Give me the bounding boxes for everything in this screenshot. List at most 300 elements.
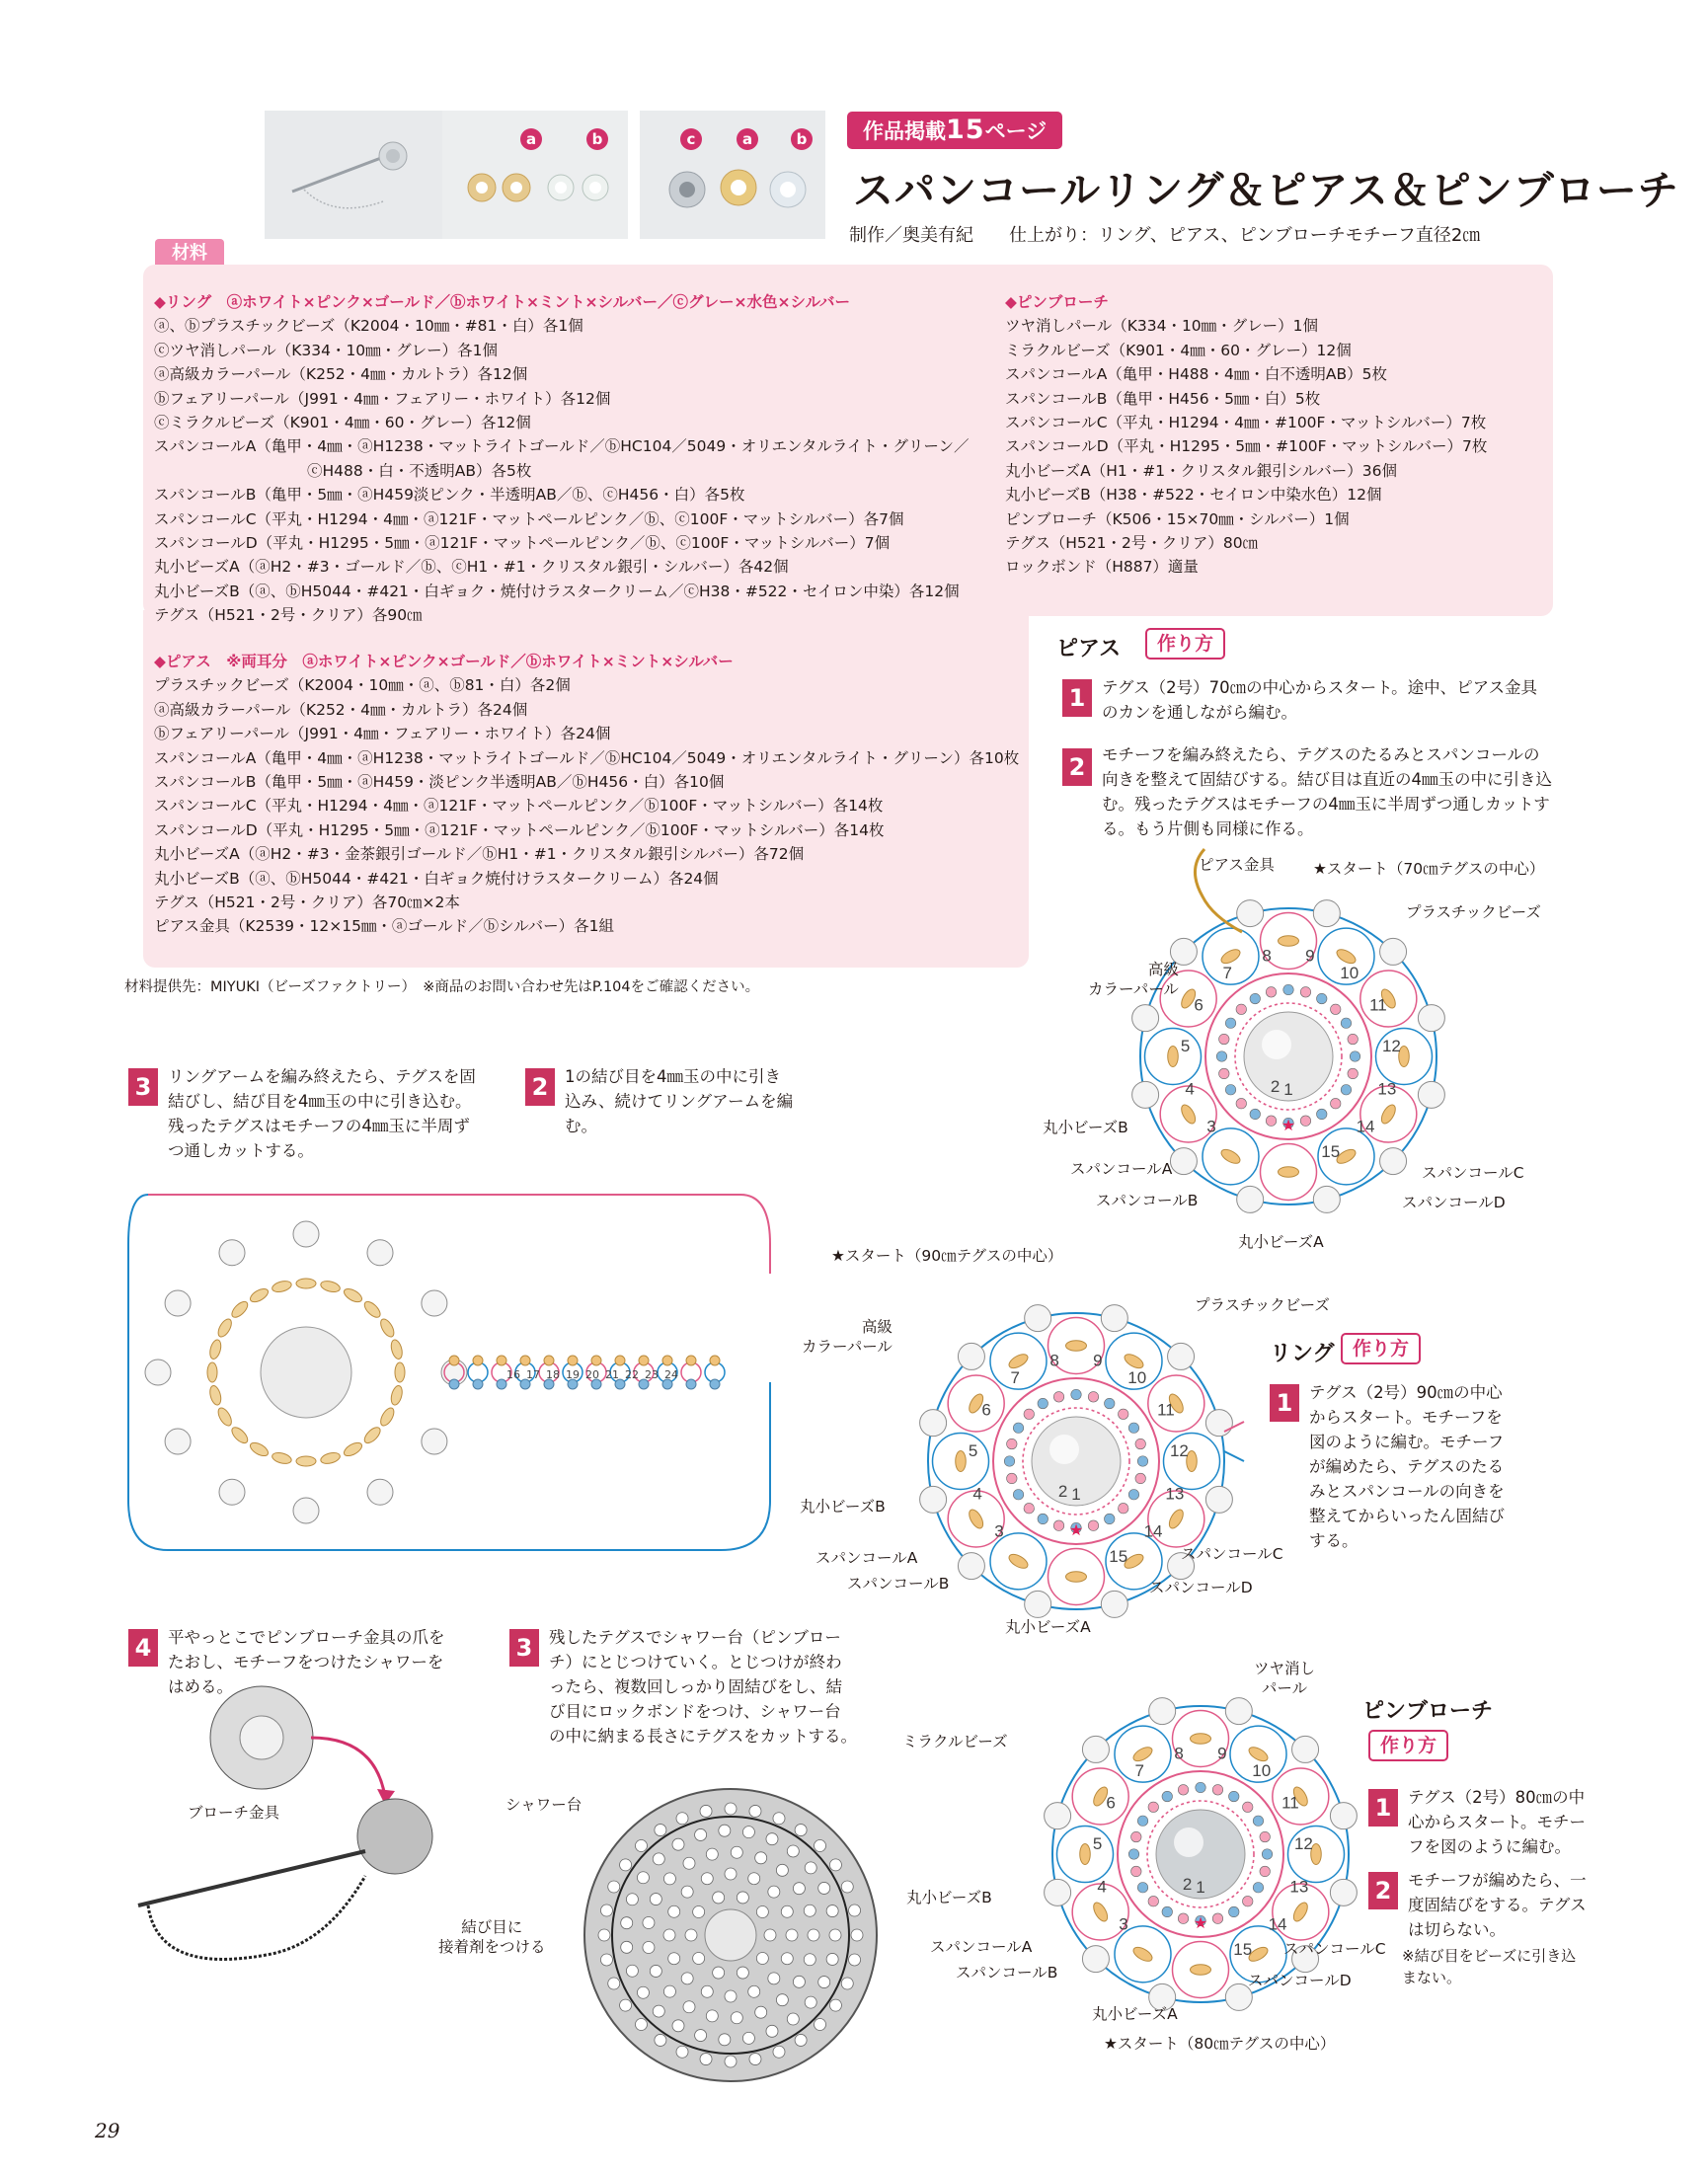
shower-hole <box>793 1883 805 1895</box>
shower-center <box>705 1909 756 1961</box>
step-number: 12 <box>1169 1441 1189 1461</box>
shower-hole <box>793 1976 805 1987</box>
page-number: 29 <box>95 2119 120 2142</box>
shower-hole <box>637 1872 649 1884</box>
pearl-bead <box>1025 1591 1051 1617</box>
brooch-pin-diagram <box>118 1678 494 1935</box>
step-number: 10 <box>1340 964 1359 983</box>
shower-hole <box>749 2054 761 2065</box>
sequin <box>342 1440 363 1459</box>
label-pierce-plastic: プラスチックビーズ <box>1406 903 1541 921</box>
small-bead <box>1262 1849 1273 1860</box>
material-line: スパンコールC（平丸・H1294・4㎜・ⓐ121F・マットペールピンク／ⓑ100F・マットシルバー）各14枚 <box>154 797 884 816</box>
shower-hole <box>672 1838 684 1850</box>
pierce-howto-badge: 作り方 <box>1145 628 1225 660</box>
shower-hole <box>681 1973 693 1984</box>
label-brooch-spA: スパンコールA <box>930 1938 1033 1956</box>
arm-bead <box>710 1379 720 1389</box>
shower-hole <box>598 1929 610 1941</box>
shower-hole <box>653 2005 664 2017</box>
material-line: 丸小ビーズA（ⓐH2・#3・ゴールド／ⓑ、ⓒH1・#1・クリスタル銀引・シルバー）各42個 <box>154 558 789 577</box>
small-bead <box>1148 1802 1159 1813</box>
shower-hole <box>773 2046 785 2058</box>
brooch-step-4-num: 4 <box>128 1629 158 1667</box>
small-bead <box>1128 1849 1139 1860</box>
pearl-bead <box>1205 1486 1232 1513</box>
material-line: スパンコールB（亀甲・5㎜・ⓐH459・淡ピンク半透明AB／ⓑH456・白）各10個 <box>154 773 725 792</box>
shower-hole <box>742 1827 754 1838</box>
start-star: ★ <box>1068 1520 1084 1539</box>
pearl-bead <box>1132 1081 1159 1108</box>
photo-label-c: c <box>680 128 702 150</box>
step-number: 10 <box>1127 1368 1147 1388</box>
label-ring-marukoB: 丸小ビーズB <box>800 1498 886 1516</box>
material-line: ⓒH488・白・不透明AB）各5枚 <box>154 461 532 480</box>
small-bead <box>1088 1392 1099 1403</box>
arm-bead <box>449 1356 459 1365</box>
shower-base-diagram <box>553 1787 918 2093</box>
shower-hole <box>756 1953 768 1965</box>
step-number: 6 <box>981 1400 991 1420</box>
pearl-bead <box>1237 1186 1264 1212</box>
small-bead <box>1088 1520 1099 1531</box>
small-bead <box>1242 1802 1253 1813</box>
shower-hole <box>829 1929 841 1941</box>
brooch-heading: ピンブローチ <box>1362 1699 1494 1724</box>
pearl-bead <box>1380 1148 1407 1175</box>
step-number: 14 <box>1268 1914 1287 1934</box>
shower-hole <box>841 1978 853 1989</box>
small-bead <box>1341 1018 1352 1029</box>
label-ring-spA: スパンコールA <box>815 1549 918 1567</box>
shower-hole <box>829 1859 841 1871</box>
shower-hole <box>663 1985 675 1997</box>
step-number: 2 <box>1182 1875 1193 1895</box>
sequin <box>296 1279 316 1288</box>
label-ring-pearl: 高級 カラーパール <box>802 1318 893 1356</box>
shower-hole <box>713 1967 725 1979</box>
label-brooch-fitting: ブローチ金具 <box>188 1804 280 1822</box>
small-bead <box>1225 1018 1236 1029</box>
label-brooch-marukoA: 丸小ビーズA <box>1092 2005 1178 2023</box>
shower-hole <box>826 1905 838 1917</box>
pearl-bead <box>165 1429 191 1454</box>
step-number: 11 <box>1281 1793 1299 1813</box>
small-bead <box>1024 1409 1035 1420</box>
material-line: ⓐ、ⓑプラスチックビーズ（K2004・10㎜・#81・白）各1個 <box>154 317 583 336</box>
arm-bead <box>686 1356 696 1365</box>
page-reference-badge <box>847 112 1062 149</box>
sequin <box>1279 1167 1299 1178</box>
small-bead <box>1071 1389 1082 1400</box>
arm-bead <box>662 1356 672 1365</box>
small-bead <box>1178 1785 1189 1796</box>
material-line: スパンコールC（平丸・H1294・4㎜・ⓐ121F・マットペールピンク／ⓑ、ⓒ100F・マットシルバー）各7個 <box>154 509 904 528</box>
small-bead <box>1196 1782 1206 1793</box>
pearl-bead <box>958 1553 984 1580</box>
pearl-bead <box>1132 1005 1159 1032</box>
shower-hole <box>725 2056 737 2067</box>
shower-hole <box>755 2006 767 2018</box>
arm-bead <box>639 1356 649 1365</box>
small-bead <box>1053 1520 1064 1531</box>
shower-hole <box>683 2001 695 2013</box>
shower-hole <box>672 2020 684 2032</box>
shower-hole <box>725 1868 737 1880</box>
materials-brooch-list <box>1005 290 1487 580</box>
shower-hole <box>685 1929 697 1941</box>
pierce-step-2-text: モチーフを編み終えたら、テグスのたるみとスパンコールの向きを整えて固結びする。結び目は直近の4㎜玉の中に引き込む。残ったテグスはモチーフの4㎜玉に半周ずつ通しカットする。もう片側も同様に作る。 <box>1102 745 1552 838</box>
pearl-bead <box>1082 1946 1109 1973</box>
small-bead <box>1162 1791 1173 1802</box>
pearl-bead <box>165 1290 191 1316</box>
shower-hole <box>713 1892 725 1904</box>
pearl-bead <box>1101 1591 1127 1617</box>
arm-step-number: 24 <box>664 1368 678 1381</box>
small-bead <box>1118 1503 1128 1514</box>
shower-hole <box>841 1881 853 1893</box>
material-line: プラスチックビーズ（K2004・10㎜・ⓐ、ⓑ81・白）各2個 <box>154 676 571 695</box>
materials-pierce-list <box>154 650 1019 939</box>
step-number: 1 <box>1283 1080 1293 1099</box>
pearl-bead <box>1101 1305 1127 1332</box>
arrow-curve <box>311 1738 385 1797</box>
step-number: 7 <box>1010 1368 1021 1388</box>
small-bead <box>1162 1906 1173 1917</box>
label-pierce-spB: スパンコールB <box>1096 1192 1199 1209</box>
material-line: ⓒツヤ消しパール（K334・10㎜・グレー）各1個 <box>154 341 499 359</box>
brooch-step-4-text: 平やっとこでピンブローチ金具の爪をたおし、モチーフをつけたシャワーをはめる。 <box>168 1628 445 1696</box>
pierce-step-2-num: 2 <box>1062 748 1092 786</box>
ring-step-1-num: 1 <box>1270 1384 1299 1422</box>
arm-step-number: 18 <box>546 1368 560 1381</box>
sequin <box>1219 1147 1242 1167</box>
material-line: 丸小ビーズB（H38・#522・セイロン中染水色）12個 <box>1005 486 1382 505</box>
shower-hole <box>655 1825 666 1836</box>
material-line: ◆リング ⓐホワイト×ピンク×ゴールド／ⓑホワイト×ミント×シルバー／ⓒグレー×水色×シルバー <box>154 293 851 311</box>
pearl-bead <box>1082 1736 1109 1762</box>
step-number: 7 <box>1134 1761 1145 1781</box>
material-line: ⓒミラクルビーズ（K901・4㎜・60・グレー）各12個 <box>154 414 531 432</box>
ring-step-2-text: 1の結び目を4㎜玉の中に引き込み、続けてリングアームを編む。 <box>565 1067 794 1135</box>
brooch-step-2-num: 2 <box>1368 1872 1398 1909</box>
sequin <box>956 1451 967 1472</box>
small-bead <box>1317 1109 1328 1120</box>
small-bead <box>1135 1438 1146 1449</box>
shower-hole <box>695 1828 707 1840</box>
shower-hole <box>700 1805 712 1817</box>
sequin <box>229 1299 250 1320</box>
shower-hole <box>818 1977 830 1988</box>
shower-hole <box>781 1953 793 1965</box>
small-bead <box>1131 1866 1142 1877</box>
shower-hole <box>663 1873 675 1885</box>
brooch-note: ※結び目をビーズに引き込まない。 <box>1402 1947 1577 1986</box>
sequin <box>1279 936 1299 947</box>
step-number: 15 <box>1321 1141 1341 1161</box>
arm-bead <box>544 1356 554 1365</box>
sequin <box>271 1280 292 1294</box>
shower-hole <box>773 1813 785 1825</box>
ring-heading: リング <box>1270 1342 1335 1366</box>
step-number: 11 <box>1369 995 1387 1015</box>
photo-rings <box>640 111 825 239</box>
step-number: 13 <box>1289 1877 1309 1897</box>
shower-hole <box>748 1985 760 1997</box>
label-brooch-spD: スパンコールD <box>1248 1972 1352 1989</box>
page-ref-suffix: ページ <box>984 119 1048 143</box>
arm-bead <box>710 1356 720 1365</box>
pierce-heading: ピアス <box>1056 637 1122 661</box>
small-bead <box>1212 1913 1223 1924</box>
sequin <box>1066 1572 1087 1583</box>
material-line: 丸小ビーズB（ⓐ、ⓑH5044・#421・白ギョク・焼付けラスタークリーム／ⓒH38・#522・セイロン中染）各12個 <box>154 582 960 600</box>
step-number: 15 <box>1109 1546 1128 1566</box>
shower-hole <box>620 1859 632 1871</box>
shower-hole <box>626 1894 638 1905</box>
small-bead <box>1330 1004 1341 1015</box>
arm-step-number: 16 <box>506 1368 520 1381</box>
small-bead <box>1260 1831 1271 1842</box>
shower-hole <box>786 1929 798 1941</box>
sequin <box>1066 1341 1087 1352</box>
pearl-bead <box>422 1290 447 1316</box>
small-bead <box>1137 1816 1148 1827</box>
small-bead <box>1348 1034 1359 1045</box>
small-bead <box>1242 1896 1253 1906</box>
ring-step-1-text: テグス（2号）90㎝の中心からスタート。モチーフを図のように編む。モチーフが編めたら、テグスのたるみとスパンコールの向きを整えてからいったん固結びする。 <box>1309 1383 1505 1550</box>
arm-step-number: 23 <box>645 1368 659 1381</box>
arm-bead <box>497 1356 506 1365</box>
brooch-cup <box>357 1799 432 1874</box>
label-brooch-spB: スパンコールB <box>956 1964 1058 1982</box>
arm-step-number: 20 <box>585 1368 599 1381</box>
label-hook: ピアス金具 <box>1199 856 1275 874</box>
step-number: 14 <box>1356 1117 1375 1136</box>
shower-hole <box>768 1886 780 1898</box>
arm-step-number: 17 <box>526 1368 540 1381</box>
shower-hole <box>676 2046 688 2058</box>
shower-hole <box>681 1886 693 1898</box>
small-bead <box>1118 1409 1128 1420</box>
shower-hole <box>755 1852 767 1864</box>
pearl-bead <box>1330 1803 1357 1829</box>
shower-hole <box>851 1929 863 1941</box>
pearl-bead <box>1168 1343 1195 1369</box>
material-line: テグス（H521・2号・クリア）各70㎝×2本 <box>154 894 460 912</box>
shower-hole <box>805 1862 816 1874</box>
pearl-bead <box>1205 1410 1232 1437</box>
sequin <box>1291 1901 1311 1923</box>
start-star: ★ <box>1281 1116 1296 1134</box>
small-bead <box>1007 1473 1018 1484</box>
start-star: ★ <box>1193 1913 1208 1932</box>
shower-hole <box>643 1916 655 1928</box>
step-number: 10 <box>1252 1761 1272 1781</box>
sequin <box>1091 1901 1111 1923</box>
brooch-howto-badge: 作り方 <box>1368 1730 1448 1761</box>
small-bead <box>1178 1913 1189 1924</box>
pearl-bead <box>1418 1081 1444 1108</box>
small-bead <box>1253 1883 1264 1894</box>
material-line: テグス（H521・2号・クリア）80㎝ <box>1005 534 1259 553</box>
shower-hole <box>756 1905 768 1917</box>
sequin <box>320 1451 342 1466</box>
material-line: ◆ピンブローチ <box>1005 293 1109 311</box>
material-line: スパンコールB（亀甲・5㎜・ⓐH459淡ピンク・半透明AB／ⓑ、ⓒH456・白）各5枚 <box>154 486 745 505</box>
step-number: 8 <box>1262 946 1272 966</box>
motif-center <box>240 1716 283 1759</box>
shower-hole <box>764 1929 776 1941</box>
label-brooch-miracle: ミラクルビーズ <box>902 1733 1008 1750</box>
shower-hole <box>693 1953 705 1965</box>
shower-hole <box>676 1813 688 1825</box>
shower-hole <box>737 1967 748 1979</box>
brooch-step-1-num: 1 <box>1368 1789 1398 1827</box>
pearl-bead <box>1237 900 1264 927</box>
sequin <box>1167 1508 1187 1530</box>
material-line: 丸小ビーズA（H1・#1・クリスタル銀引シルバー）36個 <box>1005 461 1398 480</box>
label-shower: シャワー台 <box>505 1796 582 1814</box>
small-bead <box>1330 1098 1341 1109</box>
shower-hole <box>706 1848 718 1860</box>
pearl-bead <box>1045 1879 1071 1905</box>
small-bead <box>1300 1116 1311 1127</box>
sequin <box>395 1362 405 1382</box>
shower-hole <box>600 1954 612 1966</box>
pearl-bead <box>1045 1803 1071 1829</box>
step-number: 15 <box>1233 1939 1253 1959</box>
label-pierce-spC: スパンコールC <box>1422 1164 1524 1182</box>
pearl-bead <box>293 1498 319 1523</box>
ring-step-2-num: 2 <box>525 1068 555 1106</box>
step-number: 11 <box>1157 1400 1175 1420</box>
shower-hole <box>683 1857 695 1869</box>
center-highlight <box>1174 1827 1203 1857</box>
photo-label-a: a <box>520 128 542 150</box>
brooch-pin <box>138 1851 365 1905</box>
step-number: 12 <box>1293 1834 1313 1854</box>
shower-hole <box>637 1986 649 1998</box>
sequin <box>248 1286 270 1305</box>
arm-bead <box>497 1379 506 1389</box>
shower-hole <box>600 1905 612 1916</box>
ring-howto-badge: 作り方 <box>1341 1333 1421 1364</box>
arm-bead <box>686 1379 696 1389</box>
ring-step-3-text: リングアームを編み終えたら、テグスを固結びし、結び目を4㎜玉の中に引き込む。残ったテグスはモチーフの4㎜玉に半周ずつ通しカットする。 <box>168 1067 476 1160</box>
arm-bead <box>591 1356 601 1365</box>
small-bead <box>1216 1051 1227 1062</box>
sequin <box>1191 1965 1211 1976</box>
pearl-bead <box>1170 1148 1197 1175</box>
small-bead <box>1250 1109 1261 1120</box>
step-number: 8 <box>1049 1351 1059 1370</box>
pearl-bead <box>958 1343 984 1369</box>
material-line: ⓑフェアリーパール（J991・4㎜・フェアリー・ホワイト）各12個 <box>154 389 611 408</box>
shower-hole <box>849 1954 861 1966</box>
arm-bead <box>473 1379 483 1389</box>
sequin <box>1191 1734 1211 1745</box>
small-bead <box>1283 984 1294 995</box>
small-bead <box>1137 1883 1148 1894</box>
material-line: ミラクルビーズ（K901・4㎜・60・グレー）12個 <box>1005 341 1352 359</box>
pearl-bead <box>1380 938 1407 965</box>
sequin <box>215 1406 234 1428</box>
shower-hole <box>719 2034 731 2046</box>
sequin <box>208 1384 223 1406</box>
sequin <box>248 1440 270 1459</box>
material-line: ピアス金具（K2539・12×15㎜・ⓐゴールド／ⓑシルバー）各1組 <box>154 917 615 936</box>
pearl-bead <box>1313 1186 1340 1212</box>
label-ring-spC: スパンコールC <box>1181 1545 1283 1563</box>
brooch-step-3-text: 残したテグスでシャワー台（ピンブローチ）にとじつけていく。とじつけが終わったら、複数回しっかり固結びをし、結び目にロックボンドをつけ、シャワー台の中に納まる長さにテグスをカットする。 <box>549 1628 858 1746</box>
shower-hole <box>701 1985 713 1997</box>
material-line: ◆ピアス ※両耳分 ⓐホワイト×ピンク×ゴールド／ⓑホワイト×ミント×シルバー <box>154 653 734 670</box>
pearl-bead <box>219 1479 245 1505</box>
shower-hole <box>653 1853 664 1865</box>
label-ring-spD: スパンコールD <box>1149 1579 1253 1596</box>
shower-hole <box>725 1990 737 2002</box>
pearl-bead <box>145 1360 171 1385</box>
label-ring-start: ★スタート（90㎝テグスの中心） <box>831 1247 1063 1265</box>
step-number: 2 <box>1057 1482 1068 1502</box>
sequin <box>1080 1844 1091 1865</box>
photo-label-b: b <box>586 128 608 150</box>
small-bead <box>1131 1831 1142 1842</box>
step-number: 4 <box>1185 1079 1195 1099</box>
step-number: 4 <box>972 1484 982 1504</box>
small-bead <box>1137 1456 1148 1467</box>
small-bead <box>1350 1051 1360 1062</box>
shower-hole <box>731 1846 742 1858</box>
pierce-step-1-num: 1 <box>1062 679 1092 717</box>
small-bead <box>1219 1068 1230 1079</box>
center-highlight <box>1049 1435 1079 1464</box>
step-number: 5 <box>968 1441 978 1461</box>
center-bead <box>261 1327 351 1418</box>
shower-hole <box>805 1996 816 2008</box>
label-ring-plastic: プラスチックビーズ <box>1195 1296 1330 1314</box>
small-bead <box>1260 1866 1271 1877</box>
materials-ring-list <box>154 290 970 628</box>
small-bead <box>1253 1816 1264 1827</box>
shower-hole <box>787 2013 799 2025</box>
brooch-step-2-text: モチーフが編めたら、一度固結びをする。テグスは切らない。 <box>1408 1871 1587 1939</box>
small-bead <box>1135 1473 1146 1484</box>
small-bead <box>1013 1490 1024 1501</box>
shower-hole <box>621 1941 633 1953</box>
small-bead <box>1004 1456 1015 1467</box>
label-pierce-marukoB: 丸小ビーズB <box>1043 1119 1128 1136</box>
pearl-bead <box>293 1221 319 1247</box>
page-ref-number: 15 <box>946 115 985 145</box>
material-line: ⓐ高級カラーパール（K252・4㎜・カルトラ）各24個 <box>154 700 528 719</box>
ring-step-3-num: 3 <box>128 1068 158 1106</box>
small-bead <box>1300 987 1311 998</box>
shower-hole <box>781 1905 793 1917</box>
small-bead <box>1128 1490 1139 1501</box>
small-bead <box>1128 1423 1139 1434</box>
shower-hole <box>742 2032 754 2044</box>
small-bead <box>1219 1034 1230 1045</box>
sequin <box>208 1339 223 1361</box>
step-number: 3 <box>1119 1914 1128 1934</box>
shower-hole <box>731 2012 742 2024</box>
label-pierce-pearl: 高級 カラーパール <box>1088 961 1179 998</box>
sequin <box>378 1406 397 1428</box>
step-number: 13 <box>1377 1079 1397 1099</box>
label-glue: 結び目に 接着剤をつける <box>438 1918 546 1956</box>
